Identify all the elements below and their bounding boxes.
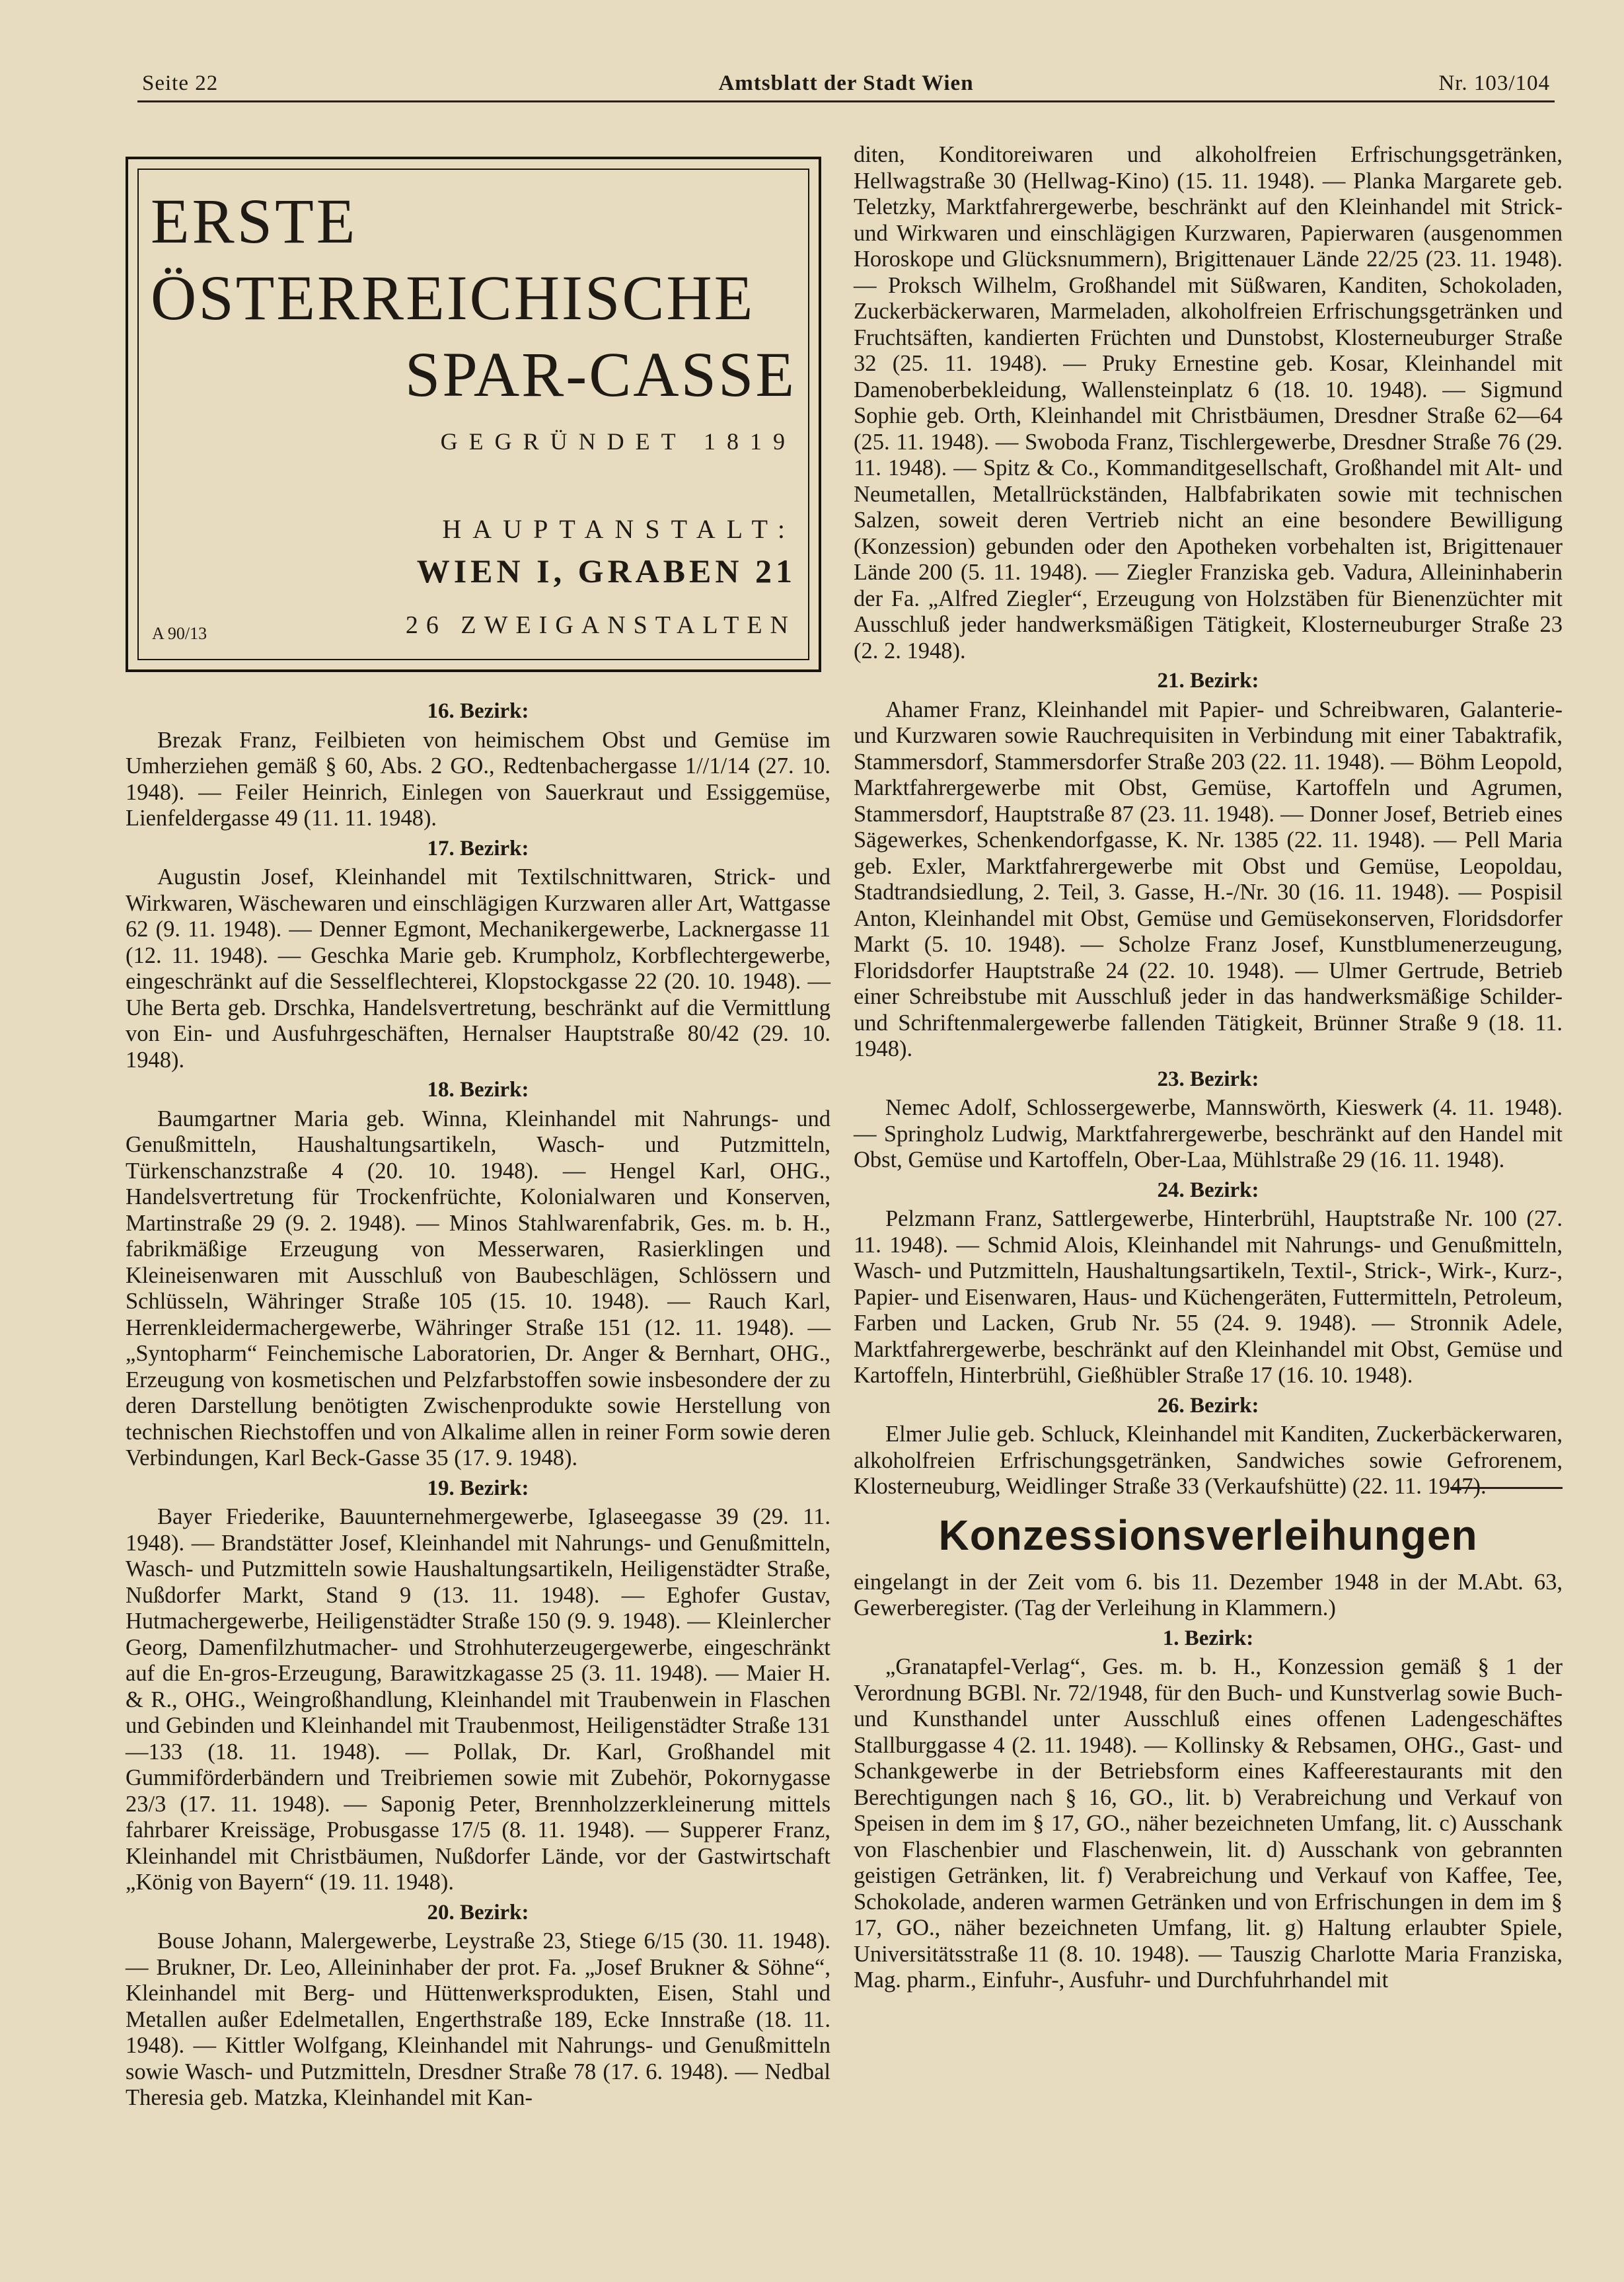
ad-hq-label: HAUPTANSTALT: <box>442 514 796 544</box>
ad-founded: GEGRÜNDET 1819 <box>440 428 796 455</box>
district-heading-21: 21. Bezirk: <box>1157 669 1259 693</box>
district-text-19: Bayer Friederike, Bauunternehmergewerbe, Iglaseegasse 39 (29. 11. 1948). — Brandstätter Josef, Kleinhandel mit Nahrungs- und Genußmitteln, Wasch- und Putzmitteln sowie Haushaltungsartikeln, Heiligenstädter Straße, Nußdorfer Markt, Stand 9 (13. 11. 1948). — Eghofer Gustav, Hutmachergewerbe, Heiligenstädter Straße 150 (9. 9. 1948). — Kleinlercher Georg, Damenfilzhutmacher- und Strohhuterzeugergewerbe, eingeschränkt auf die En-gros-Erzeugung, Barawitzkagasse 25 (3. 11. 1948). — Maier H. & R., OHG., Weingroßhandlung, Kleinhandel mit Traubenwein in Flaschen und Gebinden und Kleinhandel mit Traubenmost, Heiligenstädter Straße 131—133 (18. 11. 1948). — Pollak, Dr. Karl, Großhandel mit Gummiförderbändern und Treibriemen sowie mit Zubehör, Pokornygasse 23/3 (17. 11. 1948). — Saponig Peter, Brennholzzerkleinerung mittels fahrbarer Kreissäge, Probusgasse 17/5 (8. 11. 1948). — Supperer Franz, Kleinhandel mit Christbäumen, Nußdorfer Lände, vor der Gastwirtschaft „König von Bayern“ (19. 11. 1948). <box>126 1504 830 1895</box>
left-column <box>126 135 830 2111</box>
advertisement-box <box>126 157 821 672</box>
district-heading-23: 23. Bezirk: <box>1157 1067 1259 1091</box>
issue-number: Nr. 103/104 <box>1438 71 1550 95</box>
district-text-21: Ahamer Franz, Kleinhandel mit Papier- und Schreibwaren, Galanterie- und Kurzwaren sowie Rauchrequisiten in Verbindung mit einer Tabaktrafik, Stammersdorf, Stammersdorfer Straße 203 (22. 11. 1948). — Böhm Leopold, Marktfahrergewerbe mit Obst, Gemüse, Kartoffeln und Agrumen, Stammersdorf, Hauptstraße 87 (23. 11. 1948). — Donner Josef, Betrieb eines Sägewerkes, Schenkendorfgasse, K. Nr. 1385 (22. 11. 1948). — Pell Maria geb. Exler, Marktfahrergewerbe mit Obst und Gemüse, Leopoldau, Stadtrandsiedlung, 2. Teil, 3. Gasse, H.-/Nr. 30 (16. 11. 1948). — Pospisil Anton, Kleinhandel mit Obst, Gemüse und Gemüsekonserven, Floridsdorfer Markt (5. 10. 1948). — Scholze Franz Josef, Kunstblumenerzeugung, Floridsdorfer Hauptstraße 24 (22. 10. 1948). — Ulmer Gertrude, Betrieb einer Schreibstube mit Ausschluß jeder in das handwerksmäßige Schilder- und Schriftenmalergewerbe fallenden Tätigkeit, Brünner Straße 9 (18. 11. 1948). <box>854 697 1563 1061</box>
district-text-26: Elmer Julie geb. Schluck, Kleinhandel mit Kanditen, Zuckerbäckerwaren, alkoholfreien Erfrischungsgetränken, Sandwiches sowie Gefrorenem, Klosterneuburg, Weidlinger Straße 33 (Verkaufshütte) (22. 11. 1947). <box>854 1422 1563 1499</box>
right-column <box>854 142 1563 1994</box>
ad-bank-name-line1: ERSTE <box>151 186 358 256</box>
district-heading-1: 1. Bezirk: <box>1162 1626 1254 1650</box>
district-heading-24: 24. Bezirk: <box>1157 1178 1259 1202</box>
district-text-17: Augustin Josef, Kleinhandel mit Textilschnittwaren, Strick- und Wirkwaren, Wäschewaren und einschlägigen Kurzwaren aller Art, Wattgasse 62 (9. 11. 1948). — Denner Egmont, Mechanikergewerbe, Lacknergasse 11 (12. 11. 1948). — Geschka Marie geb. Krumpholz, Korbflechtergewerbe, eingeschränkt auf die Sesselflechterei, Klopstockgasse 22 (20. 10. 1948). — Uhe Berta geb. Drschka, Handelsvertretung, beschränkt auf die Vermittlung von Ein- und Ausfuhrgeschäften, Hernalser Hauptstraße 80/42 (29. 10. 1948). <box>126 864 830 1073</box>
district-heading-18: 18. Bezirk: <box>427 1078 529 1102</box>
district-heading-20: 20. Bezirk: <box>427 1900 529 1924</box>
district-text-24: Pelzmann Franz, Sattlergewerbe, Hinterbrühl, Hauptstraße Nr. 100 (27. 11. 1948). — Schmid Alois, Kleinhandel mit Nahrungs- und Genußmitteln, Wasch- und Putzmitteln, Haushaltungsartikeln, Textil-, Strick-, Wirk-, Kurz-, Papier- und Eisenwaren, Haus- und Küchengeräten, Futtermitteln, Petroleum, Farben und Lacken, Grub Nr. 55 (24. 9. 1948). — Stronnik Adele, Marktfahrergewerbe, beschränkt auf den Kleinhandel mit Obst, Gemüse und Kartoffeln, Hinterbrühl, Gießhübler Straße 17 (16. 10. 1948). <box>854 1206 1563 1388</box>
district-heading-19: 19. Bezirk: <box>427 1476 529 1500</box>
page-number: Seite 22 <box>142 71 219 95</box>
section-heading: Konzessionsverleihungen <box>938 1511 1478 1559</box>
ad-code: A 90/13 <box>152 624 207 643</box>
district-heading-17: 17. Bezirk: <box>427 836 529 860</box>
running-header <box>142 71 1550 100</box>
ad-branches: 26 ZWEIGANSTALTEN <box>405 611 796 639</box>
section-intro: eingelangt in der Zeit vom 6. bis 11. Dezember 1948 in der M.Abt. 63, Gewerberegister. (Tag der Verleihung in Klammern.) <box>854 1569 1563 1620</box>
district-text-1: „Granatapfel-Verlag“, Ges. m. b. H., Konzession gemäß § 1 der Verordnung BGBl. Nr. 72/1948, für den Buch- und Kunstverlag sowie Buch- und Kunsthandel unter Ausschluß eines offenen Ladengeschäftes Stallburggasse 4 (2. 11. 1948). — Kollinsky & Rebsamen, OHG., Gast- und Schankgewerbe in der Betriebsform eines Kaffeerestaurants mit den Berechtigungen nach § 16, GO., lit. b) Verabreichung und Verkauf von Speisen in dem im § 17, GO., näher bezeichneten Umfang, lit. c) Ausschank von Flaschenbier und Flaschenwein, lit. d) Ausschank von gebrannten geistigen Getränken, lit. f) Verabreichung und Verkauf von Kaffee, Tee, Schokolade, anderen warmen Getränken und von Erfrischungen in dem im § 17, GO., näher bezeichneten Umfang, lit. g) Haltung erlaubter Spiele, Universitätsstraße 11 (8. 10. 1948). — Tauszig Charlotte Maria Franziska, Mag. pharm., Einfuhr-, Ausfuhr- und Durchfuhrhandel mit <box>854 1654 1563 1993</box>
header-rule <box>137 100 1555 102</box>
publication-title: Amtsblatt der Stadt Wien <box>718 71 974 95</box>
ad-address: WIEN I, GRABEN 21 <box>416 552 796 590</box>
district-heading-26: 26. Bezirk: <box>1157 1393 1259 1418</box>
district-text-23: Nemec Adolf, Schlossergewerbe, Mannswörth, Kieswerk (4. 11. 1948). — Springholz Ludwig, Marktfahrergewerbe, beschränkt auf den Handel mit Obst, Gemüse und Kartoffeln, Ober-Laa, Mühlstraße 29 (16. 11. 1948). <box>854 1095 1563 1172</box>
district-text-18: Baumgartner Maria geb. Winna, Kleinhandel mit Nahrungs- und Genußmitteln, Haushaltungsartikeln, Wasch- und Putzmitteln, Türkenschanzstraße 4 (20. 10. 1948). — Hengel Karl, OHG., Handelsvertretung für Trockenfrüchte, Kolonialwaren und Konserven, Martinstraße 29 (9. 2. 1948). — Minos Stahlwarenfabrik, Ges. m. b. H., fabrikmäßige Erzeugung von Messerwaren, Rasierklingen und Kleineisenwaren mit Ausschluß von Baubeschlägen, Schlössern und Schlüsseln, Währinger Straße 105 (15. 10. 1948). — Rauch Karl, Herrenkleidermachergewerbe, Währinger Straße 151 (12. 11. 1948). — „Syntopharm“ Feinchemische Laboratorien, Dr. Anger & Bernhart, OHG., Erzeugung von kosmetischen und Pelzfarbstoffen sowie insbesondere der zu deren Darstellung benötigten Zwischenprodukte sowie Herstellung von technischen Riechstoffen und von Alkalime allen in reiner Form sowie deren Verbindungen, Karl Beck-Gasse 35 (17. 9. 1948). <box>126 1106 830 1470</box>
ad-bank-name-line3: SPAR-CASSE <box>404 339 796 410</box>
ad-bank-name-line2: ÖSTERREICHISCHE <box>151 262 755 333</box>
district-heading-16: 16. Bezirk: <box>427 699 529 723</box>
district-text-16: Brezak Franz, Feilbieten von heimischem Obst und Gemüse im Umherziehen gemäß § 60, Abs. 2 GO., Redtenbachergasse 1//1/14 (27. 10. 1948). — Feiler Heinrich, Einlegen von Sauerkraut und Essiggemüse, Lienfeldergasse 49 (11. 11. 1948). <box>126 727 830 831</box>
district-text-20: Bouse Johann, Malergewerbe, Leystraße 23, Stiege 6/15 (30. 11. 1948). — Brukner, Dr. Leo, Alleininhaber der prot. Fa. „Josef Brukner & Söhne“, Kleinhandel mit Berg- und Hüttenwerksprodukten, Eisen, Stahl und Metallen außer Edelmetallen, Engerthstraße 189, Ecke Innstraße (18. 11. 1948). — Kittler Wolfgang, Kleinhandel mit Nahrungs- und Genußmitteln sowie Wasch- und Putzmitteln, Dresdner Straße 78 (17. 6. 1948). — Nedbal Theresia geb. Matzka, Kleinhandel mit Kan- <box>126 1928 830 2110</box>
continued-text-20: diten, Konditoreiwaren und alkoholfreien Erfrischungsgetränken, Hellwagstraße 30 (Hellwag-Kino) (15. 11. 1948). — Planka Margarete geb. Teletzky, Marktfahrergewerbe, beschränkt auf den Kleinhandel mit Strick- und Wirkwaren und einschlägigen Kurzwaren, Papierwaren (ausgenommen Horoskope und Glücksnummern), Brigittenauer Lände 22/25 (23. 11. 1948). — Proksch Wilhelm, Großhandel mit Süßwaren, Kanditen, Schokoladen, Zuckerbäckerwaren, Marmeladen, alkoholfreien Erfrischungsgetränken und Fruchtsäften, kandierten Früchten und Dunstobst, Klosterneuburger Straße 32 (25. 11. 1948). — Pruky Ernestine geb. Kosar, Kleinhandel mit Damenoberbekleidung, Wallensteinplatz 6 (18. 10. 1948). — Sigmund Sophie geb. Orth, Kleinhandel mit Christbäumen, Dresdner Straße 62—64 (25. 11. 1948). — Swoboda Franz, Tischlergewerbe, Dresdner Straße 76 (29. 11. 1948). — Spitz & Co., Kommanditgesellschaft, Großhandel mit Alt- und Neumetallen, Metallrückständen, Halbfabrikaten sowie mit technischen Salzen, soweit deren Vertrieb nicht an eine besondere Bewilligung (Konzession) gebunden oder den Apotheken vorbehalten ist, Brigittenauer Lände 200 (5. 11. 1948). — Ziegler Franziska geb. Vadura, Alleininhaberin der Fa. „Alfred Ziegler“, Erzeugung von Holzstäben für Bienenzüchter mit Ausschluß jeder handwerksmäßigen Tätigkeit, Klosterneuburger Straße 23 (2. 2. 1948). <box>854 142 1563 664</box>
